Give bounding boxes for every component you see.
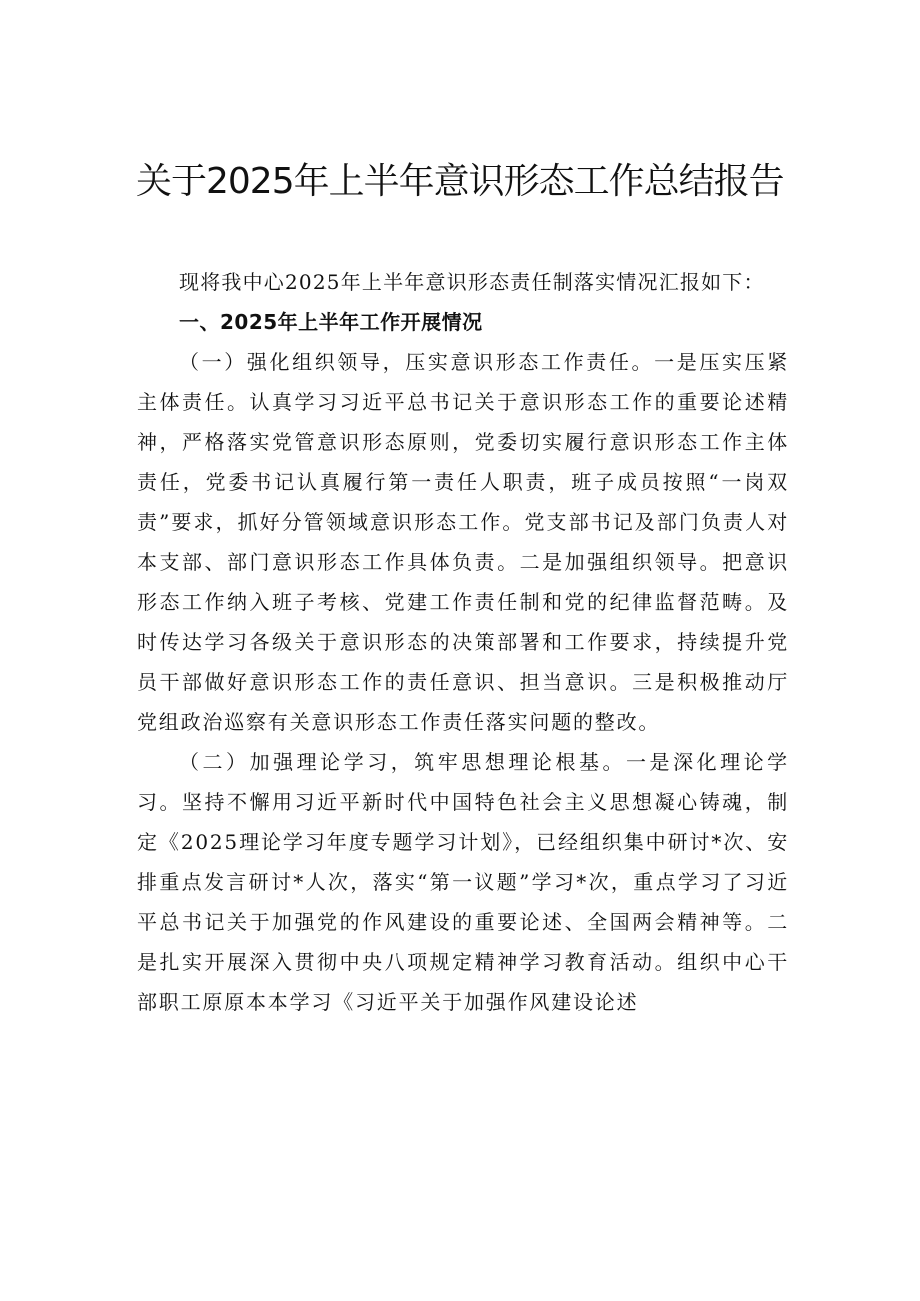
document-body [137, 262, 789, 1022]
document-title: 关于2025年上半年意识形态工作总结报告 [136, 161, 784, 202]
intro-paragraph: 现将我中心2025年上半年意识形态责任制落实情况汇报如下： [179, 270, 765, 294]
body-paragraph: （一）强化组织领导，压实意识形态工作责任。一是压实压紧主体责任。认真学习习近平总书记关于意识形态工作的重要论述精神，严格落实党管意识形态原则，党委切实履行意识形态工作主体责任，党委书记认真履行第一责任人职责，班子成员按照“一岗双责”要求，抓好分管领域意识形态工作。党支部书记及部门负责人对本支部、部门意识形态工作具体负责。二是加强组织领导。把意识形态工作纳入班子考核、党建工作责任制和党的纪律监督范畴。及时传达学习各级关于意识形态的决策部署和工作要求，持续提升党员干部做好意识形态工作的责任意识、担当意识。三是积极推动厅党组政治巡察有关意识形态工作责任落实问题的整改。 [137, 350, 789, 734]
body-paragraph: （二）加强理论学习，筑牢思想理论根基。一是深化理论学习。坚持不懈用习近平新时代中国特色社会主义思想凝心铸魂，制定《2025理论学习年度专题学习计划》，已经组织集中研讨*次、安排重点发言研讨*人次，落实“第一议题”学习*次，重点学习了习近平总书记关于加强党的作风建设的重要论述、全国两会精神等。二是扎实开展深入贯彻中央八项规定精神学习教育活动。组织中心干部职工原原本本学习《习近平关于加强作风建设论述 [137, 750, 789, 1014]
section-heading: 一、2025年上半年工作开展情况 [179, 310, 483, 334]
